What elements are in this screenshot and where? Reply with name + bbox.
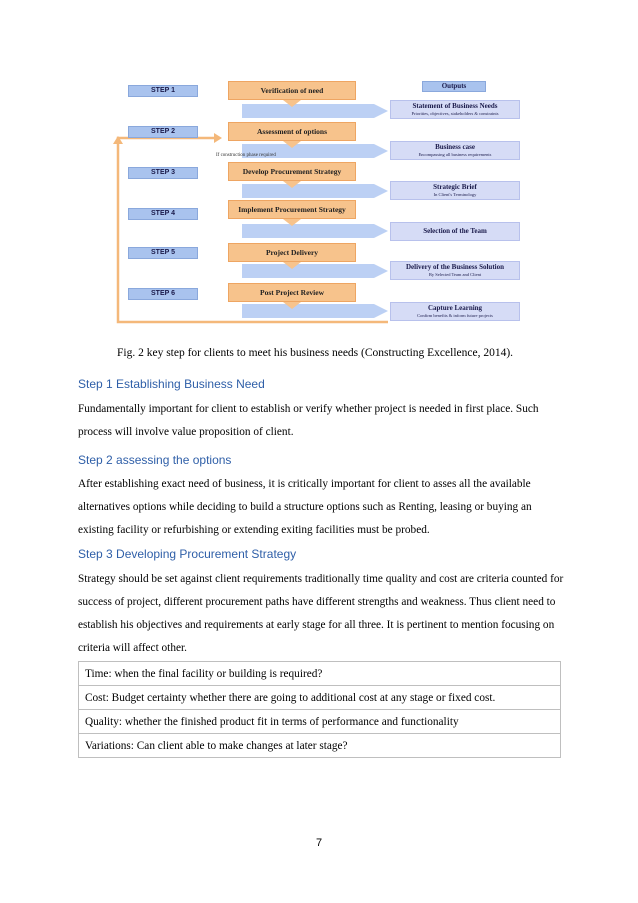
activity-box-1: Verification of need [228,81,356,100]
output-arrow-1 [242,104,388,118]
step-box-6: STEP 6 [128,288,198,300]
figure-caption: Fig. 2 key step for clients to meet his business needs (Constructing Excellence, 2014). [117,347,514,359]
output-box-4 [390,222,520,241]
output-title: Strategic Brief [433,183,477,191]
section-heading-step-1: Step 1 Establishing Business Need [78,377,265,391]
activity-box-2: Assessment of options [228,122,356,141]
activity-arrow-5 [283,262,301,269]
table-row [79,686,561,710]
output-subtitle: In Client's Terminology [433,192,477,197]
activity-box-3: Develop Procurement Strategy [228,162,356,181]
step-box-2: STEP 2 [128,126,198,138]
output-box-6 [390,302,520,321]
section-paragraph-step-2: After establishing exact need of business, it is critically important for client to asses all the available alternatives options while deciding to build a structure options such as Renting, leasing or buying an existing facility or refurbishing or extending exiting facilities must be probed. [78,478,532,536]
criteria-table [78,661,561,758]
output-subtitle: Priorities, objectives, stakeholders & constraints [411,111,499,116]
output-subtitle: Encompassing all business requirements [418,152,492,157]
table-cell: Time: when the final facility or building is required? [79,662,561,686]
activity-box-4: Implement Procurement Strategy [228,200,356,219]
activity-arrow-4 [283,219,301,226]
output-title: Business case [435,143,475,151]
section-heading-step-3: Step 3 Developing Procurement Strategy [78,547,297,561]
output-title: Delivery of the Business Solution [405,263,504,271]
outputs-label: Outputs [422,81,486,92]
activity-arrow-2 [283,141,301,148]
page-number: 7 [315,837,323,849]
output-subtitle: By Selected Team and Client [428,272,482,277]
step-box-1: STEP 1 [128,85,198,97]
procurement-steps-diagram [112,78,524,328]
loop-arrow-head-right [214,133,222,143]
output-box-2 [390,141,520,160]
output-title: Selection of the Team [423,227,487,235]
activity-arrow-1 [283,100,301,107]
activity-box-5: Project Delivery [228,243,356,262]
output-arrow-5 [242,264,388,278]
activity-arrow-3 [283,181,301,188]
loop-note: If construction phase required [216,153,276,158]
table-cell: Cost: Budget certainty whether there are going to additional cost at any stage or fixed cost. [79,686,561,710]
section-heading-step-2: Step 2 assessing the options [78,453,232,467]
table-row [79,710,561,734]
activity-arrow-6 [283,302,301,309]
output-arrow-4 [242,224,388,238]
table-cell: Variations: Can client able to make changes at later stage? [79,734,561,758]
output-box-1 [390,100,520,119]
activity-box-6: Post Project Review [228,283,356,302]
step-box-4: STEP 4 [128,208,198,220]
output-title: Capture Learning [427,304,483,312]
output-arrow-6 [242,304,388,318]
section-paragraph-step-1: Fundamentally important for client to establish or verify whether project is needed in first place. Such process will involve value proposition of client. [78,403,539,438]
output-subtitle: Confirm benefits & inform future projects [417,313,493,318]
table-cell: Quality: whether the finished product fit in terms of performance and functionality [79,710,561,734]
output-arrow-3 [242,184,388,198]
output-box-3 [390,181,520,200]
output-title: Statement of Business Needs [412,102,498,110]
table-row [79,734,561,758]
step-box-3: STEP 3 [128,167,198,179]
section-paragraph-step-3: Strategy should be set against client requirements traditionally time quality and cost are criteria counted for success of project, different procurement paths have different strengths and weakness. Thus client need to establish his objectives and requirements at early stage for all three. It is pertinent to mention focusing on criteria will affect other. [78,573,564,654]
table-row [79,662,561,686]
output-box-5 [390,261,520,280]
step-box-5: STEP 5 [128,247,198,259]
